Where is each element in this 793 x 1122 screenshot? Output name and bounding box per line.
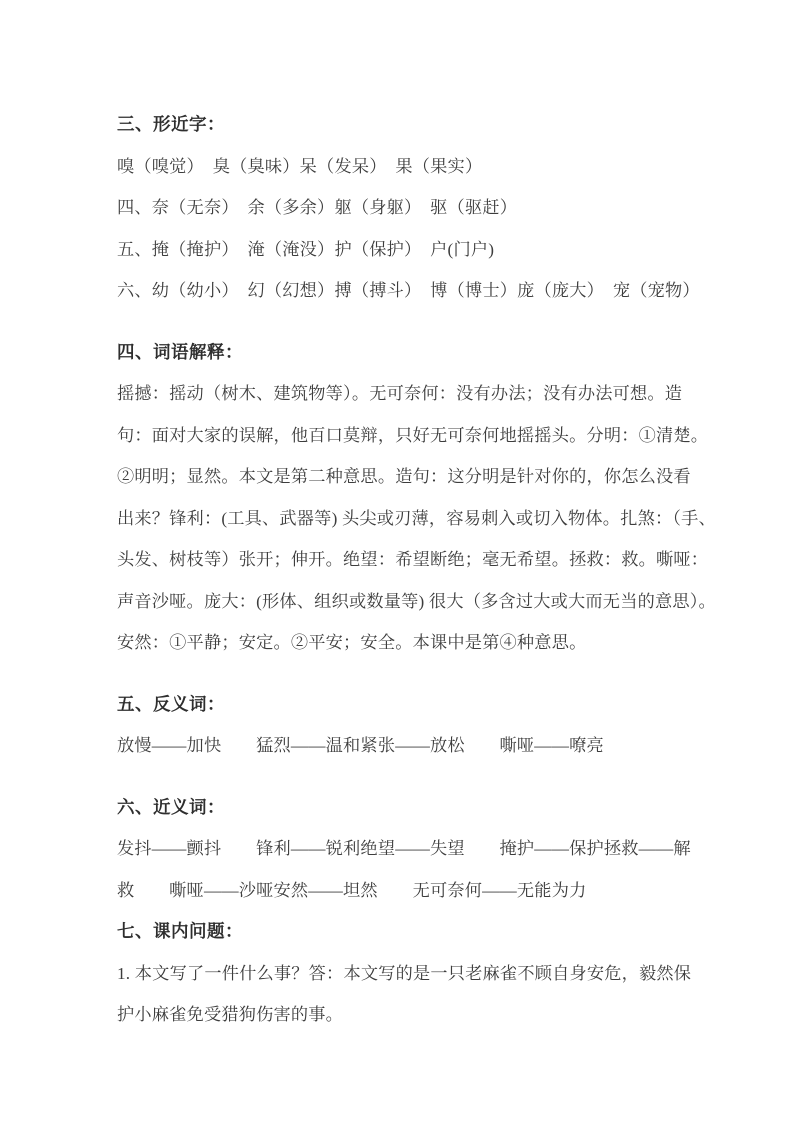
section-heading-similar-characters: 三、形近字： — [117, 114, 225, 134]
section-heading-lesson-questions: 七、课内问题： — [117, 921, 243, 941]
text-line: 六、幼（幼小） 幻（幻想）搏（搏斗） 博（博士）庞（庞大） 宠（宠物） — [117, 281, 700, 300]
text-line: 出来？锋利：(工具、武器等) 头尖或刃薄，容易刺入或切入物体。扎煞：（手、 — [117, 508, 716, 528]
text-line: 护小麻雀免受猎狗伤害的事。 — [117, 1005, 344, 1024]
section-heading-antonyms: 五、反义词： — [117, 693, 225, 714]
text-line: 1. 本文写了一件什么事？答：本文写的是一只老麻雀不顾自身安危，毅然保 — [117, 963, 692, 983]
section-lesson-questions — [117, 911, 693, 1036]
text-line: 放慢——加快 猛烈——温和紧张——放松 嘶哑——嘹亮 — [117, 736, 604, 755]
text-line: 头发、树枝等）张开；伸开。绝望：希望断绝；毫无希望。拯救：救。嘶哑： — [117, 550, 709, 569]
section-synonyms — [117, 787, 693, 912]
text-line: 声音沙哑。庞大：(形体、组织或数量等) 很大（多含过大或大而无当的意思）。 — [117, 591, 716, 611]
text-line: 五、掩（掩护） 淹（淹没）护（保护） 户(门户) — [117, 239, 495, 259]
text-line: 句：面对大家的误解，他百口莫辩，只好无可奈何地摇摇头。分明：①清楚。 — [117, 425, 709, 445]
text-line: 四、奈（无奈） 余（多余）躯（身躯） 驱（驱赶） — [117, 198, 518, 217]
section-heading-word-explanations: 四、词语解释： — [117, 341, 243, 362]
text-line: 嗅（嗅觉） 臭（臭味）呆（发呆） 果（果实） — [117, 156, 483, 176]
section-similar-characters — [117, 104, 700, 312]
text-line: 安然：①平静；安定。②平安；安全。本课中是第④种意思。 — [117, 633, 587, 652]
text-line: 摇撼：摇动（树木、建筑物等）。无可奈何：没有办法；没有办法可想。造 — [117, 384, 683, 403]
section-word-explanations — [117, 332, 716, 664]
section-antonyms — [117, 684, 693, 767]
text-line: 救 嘶哑——沙哑安然——坦然 无可奈何——无能为力 — [117, 880, 587, 900]
text-line: 发抖——颤抖 锋利——锐利绝望——失望 掩护——保护拯救——解 — [117, 839, 691, 858]
text-line: ②明明；显然。本文是第二种意思。造句：这分明是针对你的，你怎么没看 — [117, 467, 691, 486]
section-heading-synonyms: 六、近义词： — [117, 796, 225, 817]
